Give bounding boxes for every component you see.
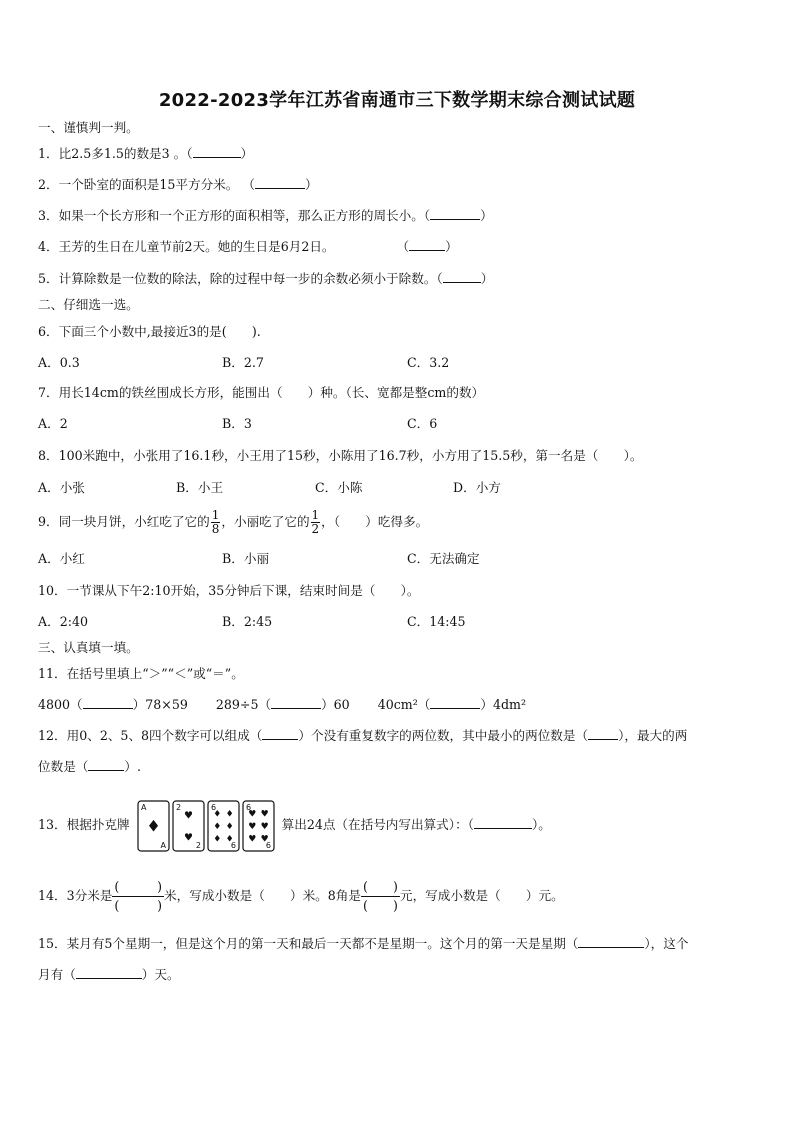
option-d[interactable]: D．小方 <box>453 480 501 495</box>
question-text: 位数是（ <box>38 759 89 774</box>
question-8 <box>38 447 642 465</box>
question-11 <box>38 665 244 683</box>
question-text: 一节课从下午2:10开始，35分钟后下课，结束时间是（ ）。 <box>66 583 420 598</box>
expression-right: ）78×59 <box>132 697 188 712</box>
question-number: 14． <box>38 888 67 903</box>
denominator: 2 <box>311 522 320 536</box>
card-rank: 6 <box>230 840 236 850</box>
paren-close: ） <box>480 271 494 286</box>
question-text: 100米跑中，小张用了16.1秒，小王用了15秒，小陈用了16.7秒，小方用了15.5秒，第一名是（ ）。 <box>58 448 643 463</box>
option-c[interactable]: C．3.2 <box>407 355 450 370</box>
fraction-one-eighth <box>211 509 221 536</box>
question-number: 6． <box>38 324 59 339</box>
question-text: 在括号里填上“＞”“＜”或“＝”。 <box>66 666 244 681</box>
card-suit-icon: ♦ <box>212 809 221 820</box>
card-suit-icon: ♥ <box>247 821 256 832</box>
option-b[interactable]: B．2:45 <box>222 614 273 629</box>
answer-blank[interactable] <box>76 966 142 979</box>
answer-blank[interactable] <box>578 935 644 948</box>
question-number: 7． <box>38 385 59 400</box>
answer-blank[interactable] <box>409 238 445 251</box>
question-text: 算出24点（在括号内写出算式）：（ <box>281 817 474 832</box>
question-text: 王芳的生日在儿童节前2天。她的生日是6月2日。 <box>58 239 335 254</box>
question-number: 13． <box>38 817 67 832</box>
numerator: 1 <box>211 508 220 522</box>
answer-blank[interactable] <box>474 816 532 829</box>
section-heading-1: 一、谨慎判一判。 <box>38 120 139 135</box>
numerator-blank[interactable]: ( ) <box>361 878 400 897</box>
option-a[interactable]: A．2:40 <box>38 614 88 629</box>
question-2 <box>38 176 318 194</box>
answer-blank[interactable] <box>430 207 480 220</box>
question-11-expressions <box>38 696 526 714</box>
card-suit-icon: ♦ <box>225 821 234 832</box>
question-5 <box>38 270 493 288</box>
card-suit-icon: ♥ <box>260 809 269 820</box>
answer-blank[interactable] <box>443 270 481 283</box>
card-suit-icon: ♥ <box>260 834 269 845</box>
playing-card <box>243 801 274 851</box>
question-number: 3． <box>38 208 59 223</box>
question-text: ），最大的两 <box>618 728 688 743</box>
question-1 <box>38 145 253 163</box>
numerator-blank[interactable]: ( ) <box>112 878 164 897</box>
card-suit-icon: ♥ <box>260 821 269 832</box>
expression-right: ）4dm² <box>480 697 527 712</box>
paren-close: ） <box>240 146 254 161</box>
question-13 <box>38 797 551 854</box>
answer-blank[interactable] <box>83 696 133 709</box>
option-b[interactable]: B．2.7 <box>222 355 264 370</box>
answer-blank[interactable] <box>262 727 298 740</box>
expression-left: 4800（ <box>38 697 83 712</box>
option-a[interactable]: A．2 <box>38 416 68 431</box>
section-heading-3: 三、认真填一填。 <box>38 640 139 655</box>
card-suit-icon: ♥ <box>183 810 193 821</box>
question-text: 用0、2、5、8四个数字可以组成（ <box>66 728 263 743</box>
question-number: 8． <box>38 448 59 463</box>
question-text: 计算除数是一位数的除法，除的过程中每一步的余数必须小于除数。（ <box>58 271 443 286</box>
option-c[interactable]: C．无法确定 <box>407 551 480 566</box>
option-a[interactable]: A．小张 <box>38 480 85 495</box>
option-c[interactable]: C．14:45 <box>407 614 466 629</box>
question-text: 根据扑克牌 <box>66 817 130 832</box>
card-suit-icon: ♦ <box>225 834 234 845</box>
card-rank: A <box>140 802 147 812</box>
question-text: 一个卧室的面积是15平方分米。 （ <box>58 177 255 192</box>
question-number: 2． <box>38 177 59 192</box>
answer-blank[interactable] <box>588 727 618 740</box>
question-number: 9． <box>38 514 59 529</box>
fraction-blank[interactable] <box>361 878 400 915</box>
card-rank: 2 <box>175 802 181 812</box>
expression-left: 289÷5（ <box>215 697 272 712</box>
question-10 <box>38 582 419 600</box>
option-a[interactable]: A．小红 <box>38 551 85 566</box>
card-suit-icon: ♥ <box>247 809 256 820</box>
playing-card <box>208 801 239 851</box>
card-suit-icon: ♦ <box>212 834 221 845</box>
question-text: ）. <box>124 759 141 774</box>
expression-left: 40cm²（ <box>377 697 431 712</box>
expression-right: ）60 <box>321 697 350 712</box>
option-b[interactable]: B．小王 <box>176 480 224 495</box>
question-text: 元，写成小数是（ ）元。 <box>399 888 564 903</box>
fraction-blank[interactable] <box>112 878 164 915</box>
fraction-one-half <box>311 509 321 536</box>
card-suit-icon: ♥ <box>183 832 193 843</box>
answer-blank[interactable] <box>430 696 480 709</box>
paren-close: ） <box>480 208 493 223</box>
question-text: 比2.5多1.5的数是3 。（ <box>58 146 193 161</box>
question-number: 11． <box>38 666 67 681</box>
question-12 <box>38 727 687 745</box>
denominator-blank[interactable]: ( ) <box>114 898 163 913</box>
denominator-blank[interactable]: ( ) <box>362 898 398 913</box>
question-4 <box>38 238 458 256</box>
playing-card <box>173 801 204 851</box>
question-7 <box>38 384 484 402</box>
question-text: ，（ ）吃得多。 <box>321 514 429 529</box>
numerator: 1 <box>311 508 320 522</box>
paren-close: ） <box>445 239 458 254</box>
question-number: 15． <box>38 936 67 951</box>
playing-cards-image <box>136 798 276 854</box>
question-text: ）天。 <box>141 967 180 982</box>
question-text: ），这个 <box>644 936 689 951</box>
card-rank: A <box>160 840 166 850</box>
question-text: 某月有5个星期一，但是这个月的第一天和最后一天都不是星期一。这个月的第一天是星期（ <box>66 936 579 951</box>
denominator: 8 <box>211 522 220 536</box>
paren-close: ） <box>304 177 318 192</box>
card-suit-icon: ♥ <box>247 834 256 845</box>
answer-blank[interactable] <box>255 176 305 189</box>
card-rank: 2 <box>195 840 201 850</box>
card-suit-icon: ♦ <box>212 821 221 832</box>
page-title: 2022-2023学年江苏省南通市三下数学期末综合测试试题 <box>158 90 636 111</box>
card-rank: 6 <box>210 802 216 812</box>
option-b[interactable]: B．小丽 <box>222 551 270 566</box>
question-text: 用长14cm的铁丝围成长方形，能围出（ ）种。（长、宽都是整cm的数） <box>58 385 485 400</box>
question-9 <box>38 504 428 540</box>
question-text: ，小丽吃了它的 <box>221 514 310 529</box>
question-15-continued <box>38 966 180 984</box>
playing-card <box>138 801 169 851</box>
question-text: ）个没有重复数字的两位数，其中最小的两位数是（ <box>298 728 589 743</box>
question-text: 米，写成小数是（ ）米。8角是 <box>164 888 361 903</box>
question-number: 4． <box>38 239 59 254</box>
card-suit-icon: ♦ <box>225 809 234 820</box>
question-number: 10． <box>38 583 67 598</box>
question-6 <box>38 323 261 341</box>
option-c[interactable]: C．6 <box>407 416 438 431</box>
answer-blank[interactable] <box>193 145 241 158</box>
option-a[interactable]: A．0.3 <box>38 355 80 370</box>
question-number: 12． <box>38 728 67 743</box>
question-number: 1． <box>38 146 59 161</box>
paren-open: （ <box>396 239 410 254</box>
question-14 <box>38 876 564 916</box>
option-c[interactable]: C．小陈 <box>315 480 363 495</box>
question-text: 3分米是 <box>66 888 113 903</box>
card-rank: 6 <box>245 802 251 812</box>
question-3 <box>38 207 493 225</box>
answer-blank[interactable] <box>271 696 321 709</box>
question-text: 下面三个小数中,最接近3的是( ). <box>58 324 261 339</box>
section-heading-2: 二、仔细选一选。 <box>38 297 139 312</box>
question-text: 同一块月饼，小红吃了它的 <box>58 514 210 529</box>
question-text: 月有（ <box>38 967 76 982</box>
card-rank: 6 <box>265 840 271 850</box>
question-text: 如果一个长方形和一个正方形的面积相等，那么正方形的周长小。（ <box>58 208 431 223</box>
answer-blank[interactable] <box>88 758 124 771</box>
question-12-continued <box>38 758 141 776</box>
question-number: 5． <box>38 271 59 286</box>
paren-close: ）。 <box>531 817 551 832</box>
option-b[interactable]: B．3 <box>222 416 252 431</box>
question-15 <box>38 935 688 953</box>
card-suit-icon: ♦ <box>145 816 161 836</box>
